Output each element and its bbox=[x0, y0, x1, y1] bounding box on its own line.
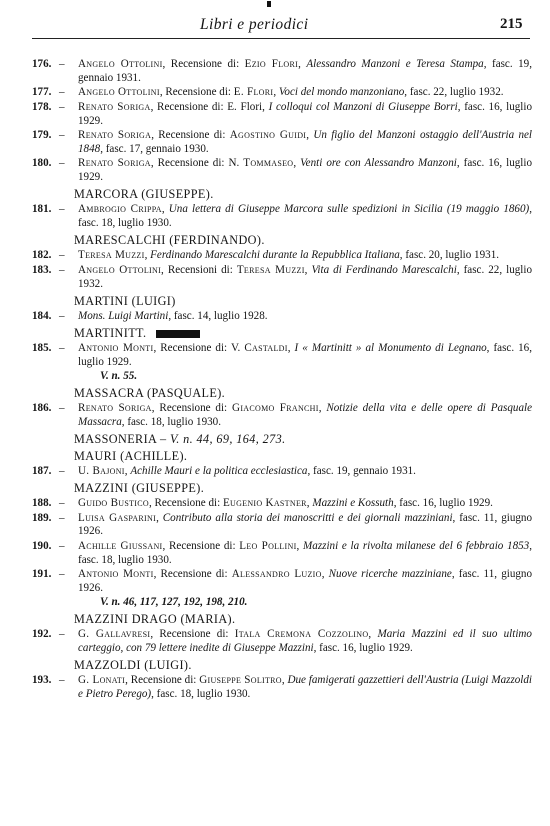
entry-author: Guido Bustico bbox=[78, 497, 149, 510]
entry-182: 182. – Teresa Muzzi, Ferdinando Marescalchi durante la Repubblica Italiana, fasc. 20, luglio 1931. bbox=[32, 249, 500, 262]
entry-number: 180. bbox=[32, 157, 52, 170]
entry-author: Renato Soriga bbox=[78, 100, 151, 113]
work-title: Contributo alla storia dei manoscritti e dei giornali mazziniani bbox=[162, 511, 453, 524]
entry-189: 189. – Luisa Gasparini, Contributo alla storia dei manoscritti e dei giornali mazziniani, fasc. 11, giugno 1926. bbox=[32, 511, 533, 538]
entry-191: 191. – Antonio Monti, Recensione di: Alessandro Luzio, Nuove ricerche mazziniane, fasc. 11, giugno 1926. V. n. 46, 117, 127, 192, 198, 210. bbox=[32, 568, 533, 608]
reviewed-author: Castaldi bbox=[244, 341, 288, 354]
entry-number: 192. bbox=[32, 628, 52, 641]
subject-heading-label: MARTINITT. bbox=[74, 325, 147, 340]
entry-number: 177. bbox=[32, 86, 52, 99]
reviewed-author: Tommaseo bbox=[243, 157, 294, 170]
entry-number: 186. bbox=[32, 401, 52, 414]
entry-179: 179. – Renato Soriga, Recensione di: Agostino Guidi, Un figlio del Manzoni ostaggio dell'Austria nel 1848, fasc. 17, gennaio 1930. bbox=[32, 129, 533, 155]
reviewed-author: Giacomo Franchi bbox=[232, 401, 319, 414]
entry-number: 183. bbox=[32, 263, 52, 276]
cross-reference: – V. n. 44, 69, 164, 273. bbox=[160, 431, 286, 446]
entry-dash: – bbox=[59, 263, 65, 276]
entry-183: 183. – Angelo Ottolini, Recensioni di: Teresa Muzzi, Vita di Ferdinando Marescalchi, fasc. 22, luglio 1932. bbox=[32, 263, 533, 290]
entry-author: Achille Giussani bbox=[78, 539, 163, 552]
entry-dash: – bbox=[59, 401, 65, 414]
top-mark bbox=[267, 1, 271, 7]
entry-dash: – bbox=[59, 86, 65, 99]
entry-181: 181. – Ambrogio Crippa, Una lettera di Giuseppe Marcora sulle spedizioni in Sicilia (19 maggio 1860), fasc. 18, luglio 1930. bbox=[32, 203, 532, 230]
entry-number: 179. bbox=[32, 129, 52, 142]
entry-author: Antonio Monti bbox=[78, 568, 154, 581]
entry-190: 190. – Achille Giussani, Recensione di: Leo Pollini, Mazzini e la rivolta milanese del 6 febbraio 1853, fasc. 18, luglio 1930. bbox=[32, 539, 533, 566]
work-title: Venti ore con Alessandro Manzoni bbox=[300, 157, 457, 170]
subject-heading-label: MASSONERIA bbox=[74, 431, 157, 446]
entry-author: Angelo Ottolini bbox=[78, 263, 162, 276]
work-title: Due famigerati gazzettieri dell'Austria (Luigi Mazzoldi e Pietro Perego) bbox=[78, 674, 533, 701]
entry-number: 184. bbox=[32, 309, 52, 322]
subject-heading: MARESCALCHI (FERDINANDO). bbox=[74, 233, 265, 248]
entry-187: 187. – U. Bajoni, Achille Mauri e la politica ecclesiastica, fasc. 19, gennaio 1931. bbox=[32, 465, 416, 478]
work-title: I colloqui col Manzoni di Giuseppe Borri bbox=[268, 100, 458, 113]
reviewed-author: Eugenio Kastner bbox=[222, 497, 307, 510]
entry-185: 185. – Antonio Monti, Recensione di: V. Castaldi, I « Martinitt » al Monumento di Legnano, fasc. 16, luglio 1929. V. n. 55. bbox=[32, 341, 533, 382]
entry-number: 181. bbox=[32, 203, 52, 216]
entry-author: G. Gallavresi bbox=[78, 628, 151, 641]
entry-number: 185. bbox=[32, 341, 52, 354]
redaction-mark bbox=[156, 330, 200, 338]
subject-heading: MARCORA (GIUSEPPE). bbox=[74, 187, 214, 202]
entry-author: Teresa Muzzi bbox=[78, 249, 145, 262]
entry-dash: – bbox=[59, 100, 65, 113]
reviewed-author: Ezio Flori bbox=[244, 58, 299, 70]
work-title: Vita di Ferdinando Marescalchi bbox=[311, 263, 457, 276]
entry-number: 182. bbox=[32, 249, 52, 262]
entry-author: Angelo Ottolini bbox=[78, 58, 163, 70]
reviewed-author: Teresa Muzzi bbox=[236, 263, 305, 276]
work-title: I « Martinitt » al Monumento di Legnano bbox=[294, 341, 487, 354]
work-title: Alessandro Manzoni e Teresa Stampa bbox=[306, 58, 484, 70]
reviewed-author: Alessandro Luzio bbox=[231, 568, 322, 581]
entry-author: Renato Soriga bbox=[78, 157, 151, 170]
subject-heading bbox=[32, 432, 532, 447]
entry-178: 178. – Renato Soriga, Recensione di: E. Flori, I colloqui col Manzoni di Giuseppe Borri, fasc. 16, luglio 1929. bbox=[32, 100, 532, 127]
work-title: Notizie della vita e delle opere di Pasquale Massacra bbox=[78, 401, 532, 428]
cross-reference: V. n. 55. bbox=[100, 369, 138, 382]
reviewed-author: Agostino Guidi bbox=[229, 129, 307, 142]
entry-dash: – bbox=[59, 129, 65, 142]
entry-dash: – bbox=[59, 511, 65, 524]
entry-number: 187. bbox=[32, 465, 52, 478]
entry-180: 180. – Renato Soriga, Recensione di: N. Tommaseo, Venti ore con Alessandro Manzoni, fasc. 16, luglio 1929. bbox=[32, 157, 533, 184]
entry-author: Renato Soriga bbox=[78, 129, 152, 142]
subject-heading: MASSACRA (PASQUALE). bbox=[74, 385, 226, 400]
entry-number: 193. bbox=[32, 674, 52, 687]
work-title: Un figlio del Manzoni ostaggio dell'Austria nel 1848 bbox=[78, 129, 533, 155]
entry-188: 188. – Guido Bustico, Recensione di: Eugenio Kastner, Mazzini e Kossuth, fasc. 16, luglio 1929. bbox=[32, 497, 493, 510]
cross-reference: V. n. 46, 117, 127, 192, 198, 210. bbox=[100, 596, 248, 608]
entry-author: Luisa Gasparini bbox=[78, 511, 157, 524]
work-title: Una lettera di Giuseppe Marcora sulle spedizioni in Sicilia (19 maggio 1860) bbox=[168, 203, 530, 216]
entry-176: 176. – Angelo Ottolini, Recensione di: Ezio Flori, Alessandro Manzoni e Teresa Stampa, fasc. 19, gennaio 1931. bbox=[32, 58, 532, 84]
entry-number: 189. bbox=[32, 511, 52, 524]
entry-author: G. Lonati bbox=[78, 674, 126, 687]
entry-dash: – bbox=[59, 309, 65, 322]
work-title: Achille Mauri e la politica ecclesiastica bbox=[130, 465, 308, 478]
reviewed-author: E. Flori bbox=[233, 86, 274, 99]
reviewed-author: Giuseppe Solitro bbox=[199, 674, 282, 687]
entry-author: Antonio Monti bbox=[78, 341, 154, 354]
subject-heading: MAURI (ACHILLE). bbox=[74, 448, 188, 463]
subject-heading: MARTINI (LUIGI) bbox=[74, 293, 176, 308]
page-number: 215 bbox=[500, 16, 523, 32]
entry-177: 177. – Angelo Ottolini, Recensione di: E. Flori, Voci del mondo manzoniano, fasc. 22, luglio 1932. bbox=[32, 86, 504, 99]
running-head: Libri e periodici bbox=[200, 16, 309, 33]
work-title: Mazzini e la rivolta milanese del 6 febbraio 1853 bbox=[303, 539, 530, 552]
entry-dash: – bbox=[59, 568, 65, 581]
entry-author: Angelo Ottolini bbox=[78, 86, 160, 99]
work-title: Ferdinando Marescalchi durante la Repubblica Italiana bbox=[150, 249, 400, 262]
subject-heading: MAZZINI (GIUSEPPE). bbox=[74, 480, 205, 495]
work-title: Nuove ricerche mazziniane bbox=[328, 568, 452, 581]
entry-dash: – bbox=[59, 203, 65, 216]
subject-heading: MAZZOLDI (LUIGI). bbox=[74, 657, 192, 672]
entry-184: 184. – Mons. Luigi Martini, fasc. 14, luglio 1928. bbox=[32, 309, 268, 322]
entry-author: Mons. Luigi Martini bbox=[78, 309, 169, 322]
entry-number: 190. bbox=[32, 539, 52, 552]
entry-number: 178. bbox=[32, 100, 52, 113]
entry-number: 191. bbox=[32, 568, 52, 581]
entry-author: U. Bajoni bbox=[78, 465, 125, 478]
entry-dash: – bbox=[59, 497, 65, 510]
entry-dash: – bbox=[59, 249, 65, 262]
subject-heading bbox=[32, 326, 532, 341]
entry-dash: – bbox=[59, 157, 65, 170]
work-title: Maria Mazzini ed il suo ultimo carteggio, con 79 lettere inedite di Giuseppe Mazzini bbox=[78, 628, 532, 655]
entry-dash: – bbox=[59, 341, 65, 354]
entry-192: 192. – G. Gallavresi, Recensione di: Itala Cremona Cozzolino, Maria Mazzini ed il suo ultimo carteggio, con 79 lettere inedite di Giuseppe Mazzini, fasc. 16, luglio 1929. bbox=[32, 628, 532, 655]
entry-number: 188. bbox=[32, 497, 52, 510]
reviewed-author: Itala Cremona Cozzolino bbox=[234, 628, 369, 641]
subject-heading: MAZZINI DRAGO (MARIA). bbox=[74, 611, 236, 626]
bibliography-list bbox=[32, 58, 532, 702]
work-title: Mazzini e Kossuth bbox=[312, 497, 394, 510]
entry-dash: – bbox=[59, 539, 65, 552]
entry-number: 176. bbox=[32, 58, 52, 70]
entry-dash: – bbox=[59, 465, 65, 478]
entry-author: Ambrogio Crippa bbox=[78, 203, 162, 216]
entry-193: 193. – G. Lonati, Recensione di: Giuseppe Solitro, Due famigerati gazzettieri dell'Austria (Luigi Mazzoldi e Pietro Perego), fasc. 18, luglio 1930. bbox=[32, 674, 533, 701]
entry-dash: – bbox=[59, 674, 65, 687]
header-rule bbox=[32, 38, 530, 39]
reviewed-author: Leo Pollini bbox=[239, 539, 297, 552]
entry-author: Renato Soriga bbox=[78, 401, 152, 414]
entry-dash: – bbox=[59, 628, 65, 641]
entry-186: 186. – Renato Soriga, Recensione di: Giacomo Franchi, Notizie della vita e delle opere di Pasquale Massacra, fasc. 18, luglio 1930. bbox=[32, 401, 532, 428]
work-title: Voci del mondo manzoniano bbox=[278, 86, 405, 99]
entry-dash: – bbox=[59, 58, 65, 70]
